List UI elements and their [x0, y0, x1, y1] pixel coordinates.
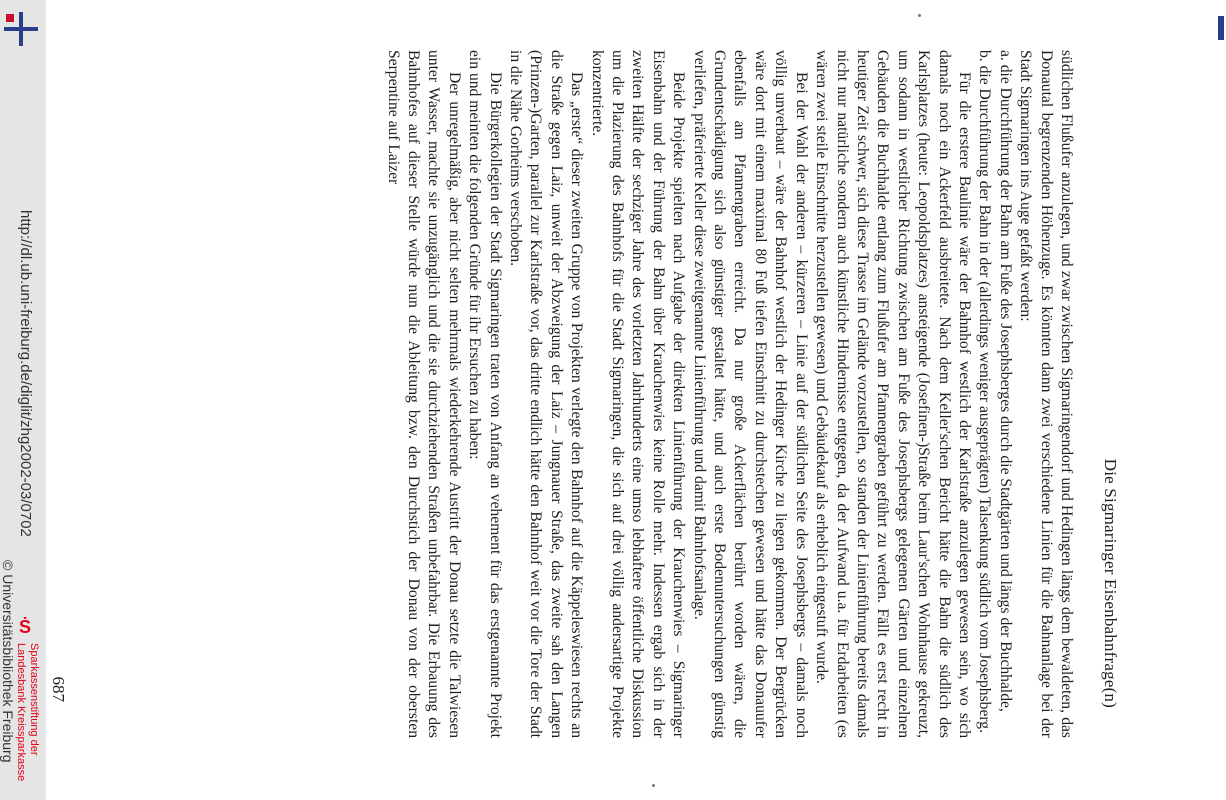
permalink-url[interactable]: http://dl.ub.uni-freiburg.de/diglit/zhg2002-03/0702 [17, 210, 34, 537]
book-page [48, 50, 1120, 738]
sponsor-block[interactable] [6, 615, 46, 800]
paragraph: Bei der Wahl der anderen – kürzeren – Linie auf der südlichen Seite des Josephsbergs – damals noch völlig unverbaut – wäre der Bahnhof westlich der Hedinger Kirche zu liegen gekommen. Der Bergrücken wäre dort mit einem maximal 80 Fuß tiefen Einschnitt zu durchstechen gewesen und hätte das Donauufer ebenfalls am Pfannengraben erreicht. Da nur große Ackerflächen berührt worden wären, die Grundentschädigung sich also günstiger gestaltet hätte, und auch erste Bodenuntersuchungen günstig verliefen, präferierte Keller diese zweitgenannte Linienführung und damit Bahnhofsanlage. [690, 50, 810, 738]
paragraph: südlichen Flußufer anzulegen, und zwar zwischen Sigmaringendorf und Hedingen längs dem bewaldeten, das Donautal begrenzenden Höhenzuge. Es könnten dann zwei verschiedene Linien für die Bahnanlage bei der Stadt Sigmaringen ins Auge gefaßt werden: [1017, 50, 1075, 738]
paper-speck [652, 784, 655, 787]
paragraph: Die Bürgerkollegien der Stadt Sigmaringen traten von Anfang an vehement für das erstgenannte Projekt ein und meinten die folgenden Gründe für ihr Ersuchen zu haben: [466, 50, 504, 738]
digitization-margin [0, 0, 46, 800]
running-head: Die Sigmaringer Eisenbahnfrage(n) [1101, 458, 1120, 708]
paragraph: Das „erste“ dieser zweiten Gruppe von Projekten verlegte den Bahnhof auf die Käppeleswiesen rechts an die Straße gegen Laiz, unweit der Abzweigung der Laiz – Jungnauer Straße, das zweite sah den Langen (Prinzen-)Garten, parallel zur Karlstraße vor, das dritte endlich hätte den Bahnhof weit vor die Tore der Stadt in die Nähe Gorheims verschoben. [507, 50, 586, 738]
logo-bar-vertical [19, 12, 23, 46]
page-number: 687 [49, 676, 68, 702]
sponsor-line-1: Sparkassenstiftung der [28, 643, 40, 756]
paper-speck [918, 14, 921, 17]
paragraph: Der unregelmäßig, aber nicht selten mehrmals wiederkehrende Austritt der Donau setzte die Talwiesen unter Wasser, machte sie unzugänglich und die sie durchziehenden Straßen unbefahrbar. Die Erbauung des Bahnhofes auf dieser Stelle würde nun die Ableitung bzw. den Durchstich der Donau von der obersten Serpentine auf Laizer [384, 50, 463, 738]
paragraph: b. die Durchführung der Bahn in der (allerdings weniger ausgeprägten) Talsenkung südlich vom Josephsberg. [976, 50, 994, 733]
paragraph: a. die Durchführung der Bahn am Fuße des Josephsberges durch die Stadtgärten und längs der Buchhalde, [996, 50, 1014, 712]
corner-marker [1218, 16, 1224, 40]
page-body [382, 50, 1076, 738]
university-library-logo[interactable] [4, 12, 38, 46]
paragraph: Für die erstere Baulinie wäre der Bahnhof westlich der Karlstraße anzulegen gewesen sein, wo sich damals noch ein Ackerfeld ausbreitete. Nach dem Keller'schen Bericht hätte die Bahn die südlich des Karlsplatzes (heute: Leopoldsplatzes) ansteigende (Josefinen-)Straße beim Laur'schen Wohnhause gekreuzt, um sodann in westlicher Richtung zwischen am Fuße des Josephsbergs gelegenen Gärten und einzelnen Gebäuden die Buchhalde entlang zum Flußufer am Pfannengraben geführt zu werden. Fällt es erst recht in heutiger Zeit schwer, sich diese Trasse im Gelände vorzustellen, so standen der Linienführung bereits damals nicht nur natürliche sondern auch künstliche Hindernisse entgegen, da der Aufwand u.a. für Erdarbeiten (es wären zwei steile Einschnitte herzustellen gewesen) und Gebäudekauf als erheblich eingestuft wurde. [813, 50, 973, 738]
copyright-note: © Universitätsbibliothek Freiburg [0, 560, 16, 763]
sponsor-line-2: Landesbank Kreissparkasse [15, 643, 27, 782]
logo-dot [6, 14, 14, 22]
paragraph: Beide Projekte spielten nach Aufgabe der direkten Linienführung der Krauchenwies – Sigmaringer Eisenbahn und der Führung der Bahn über Krauchenwies keine Rolle mehr. Indessen ergab sich in der zweiten Hälfte der sechziger Jahre des vorletzten Jahrhunderts eine umso lebhaftere öffentliche Diskussion um die Plazierung des Bahnhofs für die Stadt Sigmaringen, die sich auf drei völlig andersartige Projekte konzentrierte. [588, 50, 688, 738]
sparkasse-logo-icon: Ṡ [18, 617, 31, 637]
